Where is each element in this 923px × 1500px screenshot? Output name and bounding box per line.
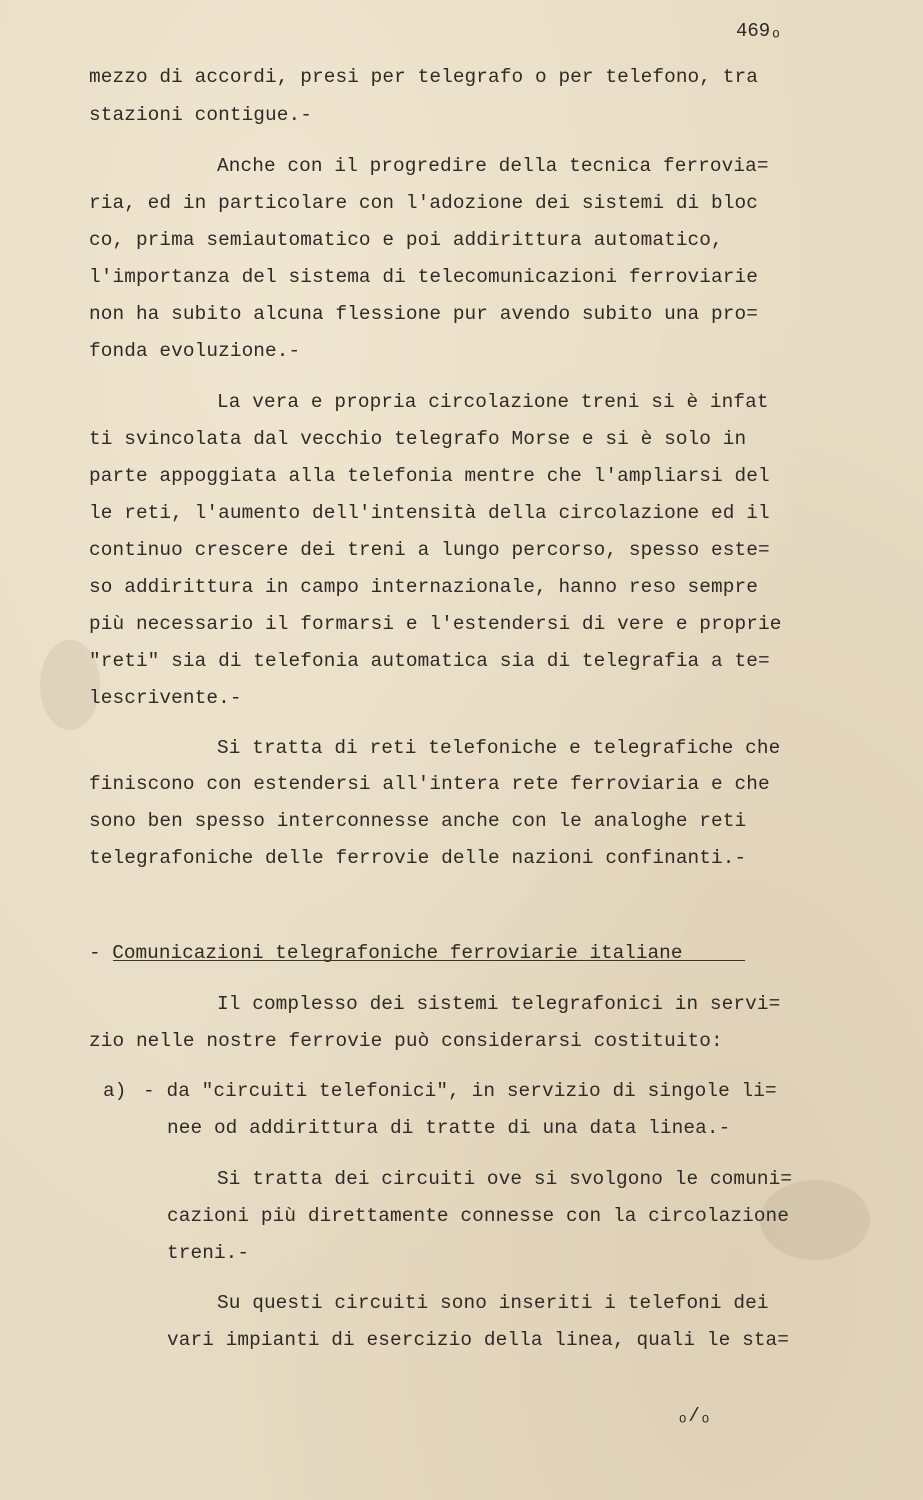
text-line: so addirittura in campo internazionale, hanno reso sempre [89, 576, 758, 598]
text-line: treni.- [167, 1242, 250, 1264]
text-line: Su questi circuiti sono inseriti i telefoni dei [217, 1292, 769, 1314]
text-line: ti svincolata dal vecchio telegrafo Morse e si è solo in [89, 428, 747, 450]
text-line: fonda evoluzione.- [89, 340, 301, 362]
text-line: sono ben spesso interconnesse anche con le analoghe reti [89, 810, 747, 832]
text-line: continuo crescere dei treni a lungo percorso, spesso este= [89, 539, 770, 561]
continuation-mark: ₒ/ₒ [677, 1405, 712, 1427]
text-line: più necessario il formarsi e l'estendersi di vere e proprie [89, 613, 782, 635]
section-heading: - Comunicazioni telegrafoniche ferroviarie italiane [89, 942, 683, 964]
list-marker: a) [103, 1080, 127, 1102]
text-line: mezzo di accordi, presi per telegrafo o per telefono, tra [89, 66, 758, 88]
text-line: ria, ed in particolare con l'adozione dei sistemi di bloc [89, 192, 758, 214]
text-line: stazioni contigue.- [89, 104, 312, 126]
text-line: lescrivente.- [89, 687, 242, 709]
page-number: 469ₒ [736, 20, 782, 42]
text-line: parte appoggiata alla telefonia mentre che l'ampliarsi del [89, 465, 770, 487]
heading-underline [113, 960, 745, 961]
text-line: vari impianti di esercizio della linea, quali le sta= [167, 1329, 790, 1351]
text-line: l'importanza del sistema di telecomunicazioni ferroviarie [89, 266, 758, 288]
text-line: - da "circuiti telefonici", in servizio di singole li= [143, 1080, 777, 1102]
text-line: zio nelle nostre ferrovie può considerarsi costituito: [89, 1030, 723, 1052]
text-line: Si tratta dei circuiti ove si svolgono le comuni= [217, 1168, 793, 1190]
text-line: co, prima semiautomatico e poi addirittura automatico, [89, 229, 723, 251]
text-line: non ha subito alcuna flessione pur avendo subito una pro= [89, 303, 758, 325]
text-line: cazioni più direttamente connesse con la circolazione [167, 1205, 790, 1227]
text-line: Anche con il progredire della tecnica ferrovia= [217, 155, 769, 177]
text-line: "reti" sia di telefonia automatica sia di telegrafia a te= [89, 650, 770, 672]
text-line: finiscono con estendersi all'intera rete ferroviaria e che [89, 773, 770, 795]
text-line: Si tratta di reti telefoniche e telegrafiche che [217, 737, 781, 759]
text-line: telegrafoniche delle ferrovie delle nazioni confinanti.- [89, 847, 747, 869]
text-line: Il complesso dei sistemi telegrafonici in servi= [217, 993, 781, 1015]
text-line: La vera e propria circolazione treni si è infat [217, 391, 769, 413]
text-line: nee od addirittura di tratte di una data linea.- [167, 1117, 731, 1139]
text-line: le reti, l'aumento dell'intensità della circolazione ed il [89, 502, 770, 524]
